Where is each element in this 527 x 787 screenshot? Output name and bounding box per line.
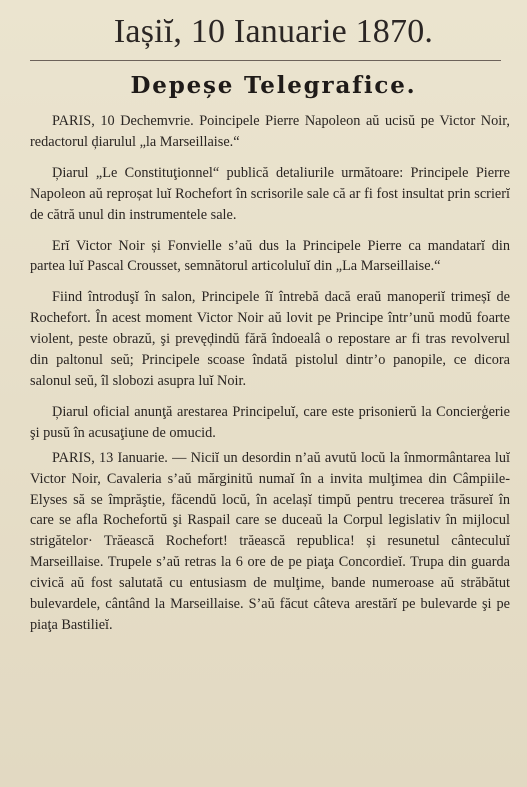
dateline-heading: Iașiĭ, 10 Ianuarie 1870. [113,13,434,50]
paragraph-1: PARIS, 10 Dechemvrie. Poincipele Pierre Napoleon aŭ ucisŭ pe Victor Noir, redactorul ḑiarulul „la Marseillaise.“ [30,113,510,150]
section-title: Depeșe Telegrafice. [130,72,417,99]
paragraph-3: Erĭ Victor Noir și Fonvielle s’aŭ dus la Principele Pierre ca mandatarĭ din partea luĭ Pascal Crousset, semnătorul articolulu⁠ĭ din „La Marseillaise.“ [30,237,510,275]
paragraph-2: Ḑiarul „Le Constituţionnel“ publică detaliurile următoare: Principele Pierre Napoleon aŭ reproșat luĭ Rochefort în scrisorile sale că ar fi fost insultat prin scrierĭ de cătră unul din instrumentele sale. [30,164,510,223]
header-divider [30,60,501,61]
paragraph-4: Fiind întroduşĭ în salon, Principele îĭ întrebă dacă eraŭ manoperiĭ trimeșĭ de Rochefort. În acest moment Victor Noir aŭ lovit pe Principe într’unŭ modŭ foarte violent, peste obrazŭ, şi prevęḑindŭ fără îndoealâ o repostare ar fi tras revolverul din paltonul seŭ; Principele scoase îndată pistolul dintr’o panopile, ce dicora salonul seŭ, îl slobozi asupra luĭ Noir. [30,289,510,389]
paragraph-5: Ḑiarul oficial anunţă arestarea Principeluĭ, care este prisonierŭ la Concierģerie şi pusŭ în acusaţiune de omucid. [30,403,510,441]
paragraph-6: PARIS, 13 Ianuarie. — Niciĭ un desordin n’aŭ avutŭ locŭ la înmormântarea luĭ Victor Noir, Cavaleria s’aŭ mărginitŭ numaĭ în a invita mulţimea din Câmpiile-Elyses să se împrăştie, făcendŭ locŭ, în acelașĭ timpŭ pentru trecerea trăsureĭ în care se afla Rochefortŭ şi Raspail care se duceaŭ la Corpul legislativ în mijlocul strigătelor· Trăească Rochefort! trăească republica! și resunetul cânteculuĭ Marseillaise. Trupele s’aŭ retras la 6 ore de pe piaţa Concordieĭ. Trupa din guarda civică aŭ fost salutată cu entusiasm de mulţime, bande numeroase aŭ străbătut bulevardele, cântând la Marseillaise. S’aŭ făcut câteva arestărĭ pe bulevarde şi pe piaţa Bastilieĭ. [30,449,510,633]
article-body [30,111,517,636]
